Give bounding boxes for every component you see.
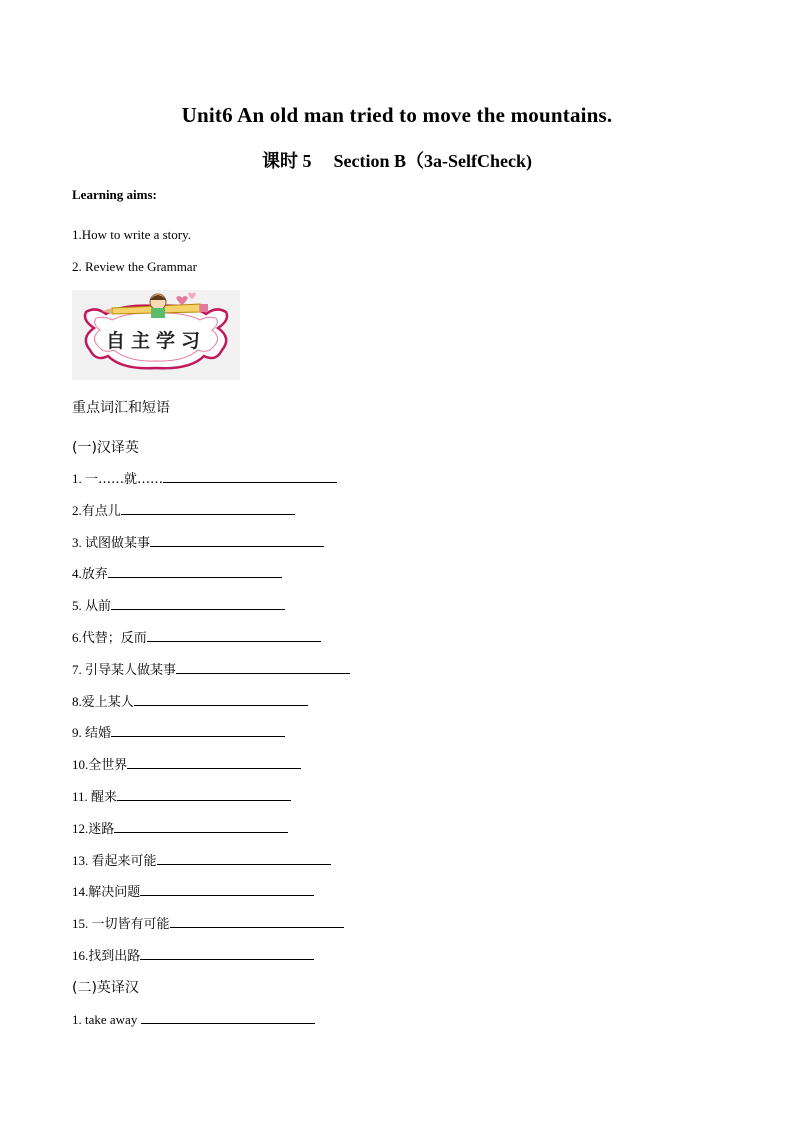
answer-blank[interactable] bbox=[111, 595, 285, 610]
lesson-number: 课时 5 bbox=[262, 151, 312, 171]
question-item bbox=[72, 754, 301, 774]
answer-blank[interactable] bbox=[176, 659, 350, 674]
question-item bbox=[72, 595, 285, 615]
answer-blank[interactable] bbox=[117, 786, 291, 801]
question-number: 16. bbox=[72, 948, 89, 963]
question-text: 从前 bbox=[85, 599, 112, 615]
answer-blank[interactable] bbox=[141, 1009, 315, 1024]
question-number: 2. bbox=[72, 502, 82, 518]
question-item bbox=[72, 818, 288, 838]
question-item bbox=[72, 627, 321, 647]
question-number: 9. bbox=[72, 725, 85, 741]
part2-label: (二)英译汉 bbox=[72, 980, 139, 996]
answer-blank[interactable] bbox=[157, 850, 331, 865]
question-number: 3. bbox=[72, 534, 85, 550]
question-item bbox=[72, 563, 282, 583]
page-title: Unit6 An old man tried to move the mountains. bbox=[181, 103, 613, 127]
question-item bbox=[72, 691, 308, 711]
question-text: 结婚 bbox=[85, 726, 112, 742]
answer-blank[interactable] bbox=[170, 913, 344, 928]
question-text: 有点儿 bbox=[81, 503, 121, 519]
question-number: 12. bbox=[72, 820, 89, 836]
question-text: 找到出路 bbox=[88, 949, 141, 964]
lesson-subtitle bbox=[0, 147, 794, 173]
question-item bbox=[72, 468, 337, 488]
question-number: 6. bbox=[72, 630, 82, 645]
question-text: 全世界 bbox=[88, 758, 128, 774]
question-text: 醒来 bbox=[91, 790, 118, 805]
question-item bbox=[72, 850, 331, 870]
self-study-badge bbox=[72, 290, 240, 380]
answer-blank[interactable] bbox=[108, 563, 282, 578]
answer-blank[interactable] bbox=[163, 468, 337, 483]
learning-aim-2: 2. Review the Grammar bbox=[72, 259, 197, 274]
part1-label: (一)汉译英 bbox=[72, 440, 139, 456]
question-number: 7. bbox=[72, 661, 85, 677]
question-item bbox=[72, 881, 314, 901]
question-number: 5. bbox=[72, 598, 85, 614]
badge-label: 自主学习 bbox=[105, 330, 206, 352]
answer-blank[interactable] bbox=[150, 532, 324, 547]
question-number: 4. bbox=[72, 566, 82, 582]
answer-blank[interactable] bbox=[140, 881, 314, 896]
question-text: take away bbox=[85, 1012, 141, 1027]
answer-blank[interactable] bbox=[121, 500, 295, 515]
question-number: 10. bbox=[72, 757, 89, 773]
question-text: 迷路 bbox=[88, 821, 115, 837]
question-text: 试图做某事 bbox=[85, 535, 151, 551]
question-text: 看起来可能 bbox=[91, 853, 157, 869]
question-item bbox=[72, 532, 324, 552]
question-number: 8. bbox=[72, 693, 82, 709]
question-number: 13. bbox=[72, 852, 92, 868]
question-text: 爱上某人 bbox=[81, 694, 134, 710]
question-item bbox=[72, 659, 350, 679]
question-number: 1. bbox=[72, 471, 85, 486]
question-number: 1. bbox=[72, 1012, 85, 1027]
question-item bbox=[72, 722, 285, 742]
vocab-heading: 重点词汇和短语 bbox=[72, 400, 170, 416]
answer-blank[interactable] bbox=[134, 691, 308, 706]
learning-aim-1: 1.How to write a story. bbox=[72, 227, 192, 242]
question-item bbox=[72, 945, 314, 965]
question-text: 一切皆有可能 bbox=[91, 917, 170, 933]
answer-blank[interactable] bbox=[111, 722, 285, 737]
question-text: 代替；反而 bbox=[81, 631, 147, 646]
answer-blank[interactable] bbox=[114, 818, 288, 833]
question-item bbox=[72, 913, 344, 933]
question-item bbox=[72, 786, 291, 806]
learning-aims-heading: Learning aims: bbox=[72, 187, 157, 202]
section-name: Section B（3a-SelfCheck) bbox=[333, 151, 532, 171]
answer-blank[interactable] bbox=[127, 754, 301, 769]
question-text: 引导某人做某事 bbox=[85, 662, 177, 678]
question-number: 14. bbox=[72, 884, 89, 900]
question-text: 解决问题 bbox=[88, 885, 141, 901]
question-text: 一……就…… bbox=[85, 472, 164, 487]
question-number: 11. bbox=[72, 789, 92, 804]
question-item bbox=[72, 500, 295, 520]
answer-blank[interactable] bbox=[147, 627, 321, 642]
question-number: 15. bbox=[72, 916, 92, 932]
question-item bbox=[72, 1009, 315, 1029]
question-text: 放弃 bbox=[81, 567, 108, 583]
answer-blank[interactable] bbox=[140, 945, 314, 960]
